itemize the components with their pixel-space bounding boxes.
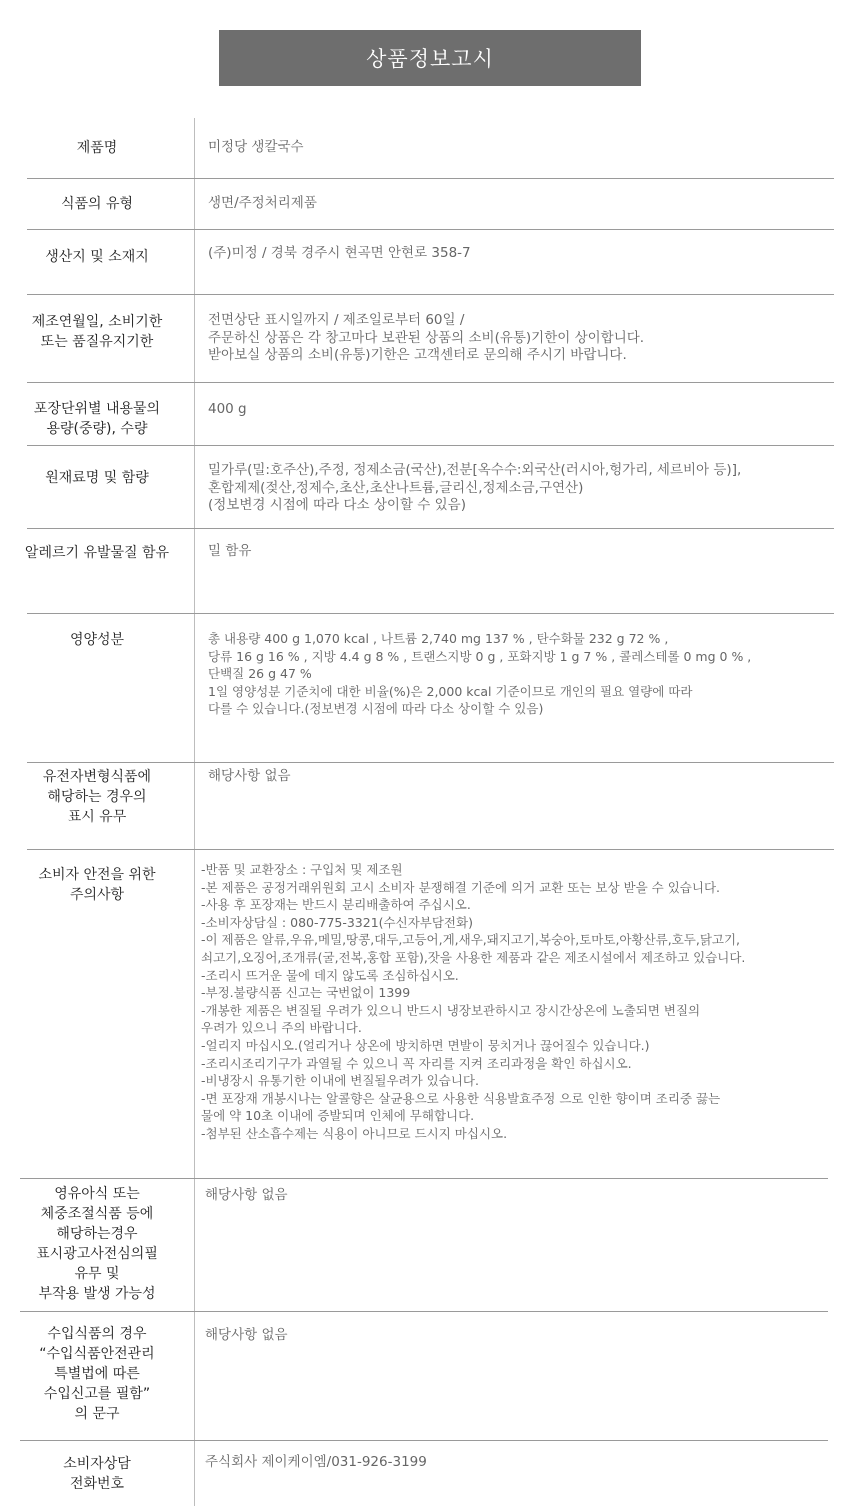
row-label: 소비자 안전을 위한 주의사항	[38, 867, 156, 903]
row-value: 전면상단 표시일까지 / 제조일로부터 60일 / 주문하신 상품은 각 창고마다 보관된 상품의 소비(유통)기한이 상이합니다. 받아보실 상품의 소비(유통)기한은 고객센터로 문의해 주시기 바랍니다.	[194, 295, 860, 382]
row-label: 제조연월일, 소비기한 또는 품질유지기한	[31, 314, 163, 350]
info-row-gmo	[0, 763, 860, 849]
info-row-allergen	[0, 529, 860, 613]
info-row-infant-food	[0, 1179, 860, 1311]
info-row-product-name	[0, 118, 860, 178]
row-value: 400 g	[194, 383, 860, 445]
row-value: (주)미정 / 경북 경주시 현곡면 안현로 358-7	[194, 230, 860, 294]
row-label: 알레르기 유발물질 함유	[24, 545, 170, 561]
row-label: 영양성분	[69, 632, 125, 648]
info-row-nutrition	[0, 614, 860, 762]
row-value: 해당사항 없음	[194, 763, 860, 849]
row-label: 식품의 유형	[60, 196, 134, 212]
row-label: 원재료명 및 함량	[45, 470, 149, 486]
row-value: 밀 함유	[194, 529, 860, 613]
row-value: 밀가루(밀:호주산),주정, 정제소금(국산),전분[옥수수:외국산(러시아,헝가리, 세르비아 등)], 혼합제제(젖산,정제수,초산,초산나트륨,글리신,정제소금,구연산) (정보변경 시점에 따라 다소 상이할 수 있음)	[194, 446, 860, 528]
row-label: 소비자상담 전화번호	[63, 1456, 131, 1492]
row-label: 포장단위별 내용물의 용량(중량), 수량	[33, 401, 161, 437]
row-value: 생면/주정처리제품	[194, 179, 860, 229]
row-label: 제품명	[76, 140, 118, 156]
row-label: 유전자변형식품에 해당하는 경우의 표시 유무	[42, 769, 152, 825]
row-value: 해당사항 없음	[194, 1312, 860, 1440]
info-row-ingredients	[0, 446, 860, 528]
info-row-origin	[0, 230, 860, 294]
row-value: 해당사항 없음	[194, 1179, 860, 1311]
info-row-capacity	[0, 383, 860, 445]
row-label: 영유아식 또는 체중조절식품 등에 해당하는경우 표시광고사전심의필 유무 및 부작용 발생 가능성	[36, 1186, 158, 1302]
row-value: -반품 및 교환장소 : 구입처 및 제조원 -본 제품은 공정거래위원회 고시 소비자 분쟁해결 기준에 의거 교환 또는 보상 받을 수 있습니다. -사용 후 포장재는 반드시 분리배출하여 주십시오. -소비자상담실 : 080-775-3321(수신자부담전화) -이 제품은 알류,우유,메밀,땅콩,대두,고등어,게,새우,돼지고기,복숭아,토마토,아황산류,호두,닭고기, 쇠고기,오징어,조개류(굴,전복,홍합 포함),잣을 사용한 제품과 같은 제조시설에서 제조하고 있습니다. -조리시 뜨거운 물에 데지 않도록 조심하십시오. -부정.불량식품 신고는 국번없이 1399 -개봉한 제품은 변질될 우려가 있으니 반드시 냉장보관하시고 장시간상온에 노출되면 변질의 우려가 있으니 주의 바랍니다. -얼리지 마십시오.(얼리거나 상온에 방치하면 면발이 뭉치거나 끊어질수 있습니다.) -조리시조리기구가 과열될 수 있으니 꼭 자리를 지켜 조리과정을 확인 하십시오. -비냉장시 유통기한 이내에 변질될우려가 있습니다. -면 포장재 개봉시나는 알콜향은 살균용으로 사용한 식용발효주정 으로 인한 향이며 조리중 끓는 물에 약 10초 이내에 증발되며 인체에 무해합니다. -첨부된 산소흡수제는 식용이 아니므로 드시지 마십시오.	[194, 850, 860, 1178]
row-label: 생산지 및 소재지	[45, 249, 149, 265]
page-title: 상품정보고시	[219, 30, 641, 86]
row-value: 미정당 생칼국수	[194, 118, 860, 178]
info-row-safety	[0, 850, 860, 1178]
row-value: 총 내용량 400 g 1,070 kcal , 나트륨 2,740 mg 137 % , 탄수화물 232 g 72 % , 당류 16 g 16 % , 지방 4.4 g 8 % , 트랜스지방 0 g , 포화지방 1 g 7 % , 콜레스테롤 0 mg 0 % , 단백질 26 g 47 % 1일 영양성분 기준치에 대한 비율(%)은 2,000 kcal 기준이므로 개인의 필요 열량에 따라 다를 수 있습니다.(정보변경 시점에 따라 다소 상이할 수 있음)	[194, 614, 860, 762]
info-row-food-type	[0, 179, 860, 229]
info-row-imported-food	[0, 1312, 860, 1440]
info-row-expiry	[0, 295, 860, 382]
row-label: 수입식품의 경우 “수입식품안전관리 특별법에 따른 수입신고를 필함” 의 문구	[39, 1326, 155, 1422]
row-value: 주식회사 제이케이엠/031-926-3199	[194, 1441, 860, 1506]
info-row-customer-service	[0, 1441, 860, 1506]
